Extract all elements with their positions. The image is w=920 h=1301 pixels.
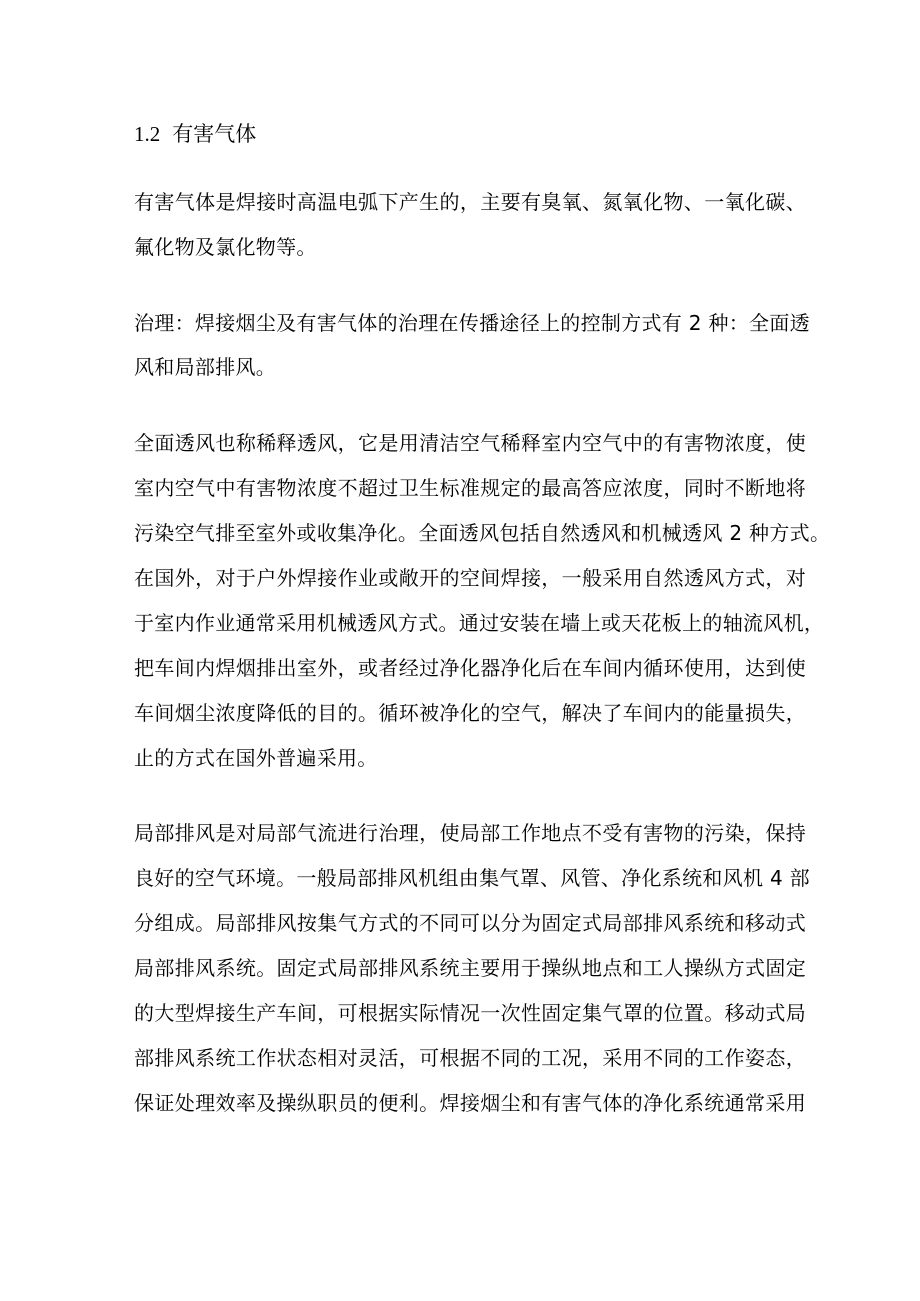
paragraph-line: 车间烟尘浓度降低的目的。循环被净化的空气，解决了车间内的能量损失， (134, 701, 806, 725)
paragraph-line: 保证处理效率及操纵职员的便利。焊接烟尘和有害气体的净化系统通常采用 (134, 1091, 806, 1115)
paragraph-line: 在国外，对于户外焊接作业或敞开的空间焊接，一般采用自然透风方式，对 (134, 566, 806, 590)
paragraph-line: 止的方式在国外普遍采用。 (134, 746, 378, 770)
paragraph-line: 治理：焊接烟尘及有害气体的治理在传播途径上的控制方式有 2 种：全面透 (134, 311, 810, 335)
paragraph-line: 污染空气排至室外或收集净化。全面透风包括自然透风和机械透风 2 种方式。 (134, 521, 831, 545)
section-title: 有害气体 (172, 122, 257, 146)
paragraph-line: 分组成。局部排风按集气方式的不同可以分为固定式局部排风系统和移动式 (134, 911, 806, 935)
paragraph-line: 风和局部排风。 (134, 355, 277, 379)
paragraph-line: 把车间内焊烟排出室外，或者经过净化器净化后在车间内循环使用，达到使 (134, 656, 806, 680)
paragraph-line: 部排风系统工作状态相对灵活，可根据不同的工况，采用不同的工作姿态， (134, 1046, 806, 1070)
paragraph-line: 于室内作业通常采用机械透风方式。通过安装在墙上或天花板上的轴流风机， (134, 611, 825, 635)
paragraph-line: 室内空气中有害物浓度不超过卫生标准规定的最高答应浓度，同时不断地将 (134, 476, 806, 500)
paragraph-line: 局部排风是对局部气流进行治理，使局部工作地点不受有害物的污染，保持 (134, 821, 806, 845)
paragraph-line: 有害气体是焊接时高温电弧下产生的，主要有臭氧、氮氧化物、一氧化碳、 (134, 190, 806, 214)
paragraph-line: 全面透风也称稀释透风，它是用清洁空气稀释室内空气中的有害物浓度，使 (134, 431, 806, 455)
section-heading (134, 119, 256, 149)
paragraph-line: 氟化物及氯化物等。 (134, 235, 317, 259)
paragraph-line: 的大型焊接生产车间，可根据实际情况一次性固定集气罩的位置。移动式局 (134, 1001, 806, 1025)
paragraph-line: 良好的空气环境。一般局部排风机组由集气罩、风管、净化系统和风机 4 部 (134, 866, 810, 890)
section-number: 1.2 (134, 122, 161, 146)
paragraph-line: 局部排风系统。固定式局部排风系统主要用于操纵地点和工人操纵方式固定 (134, 956, 806, 980)
